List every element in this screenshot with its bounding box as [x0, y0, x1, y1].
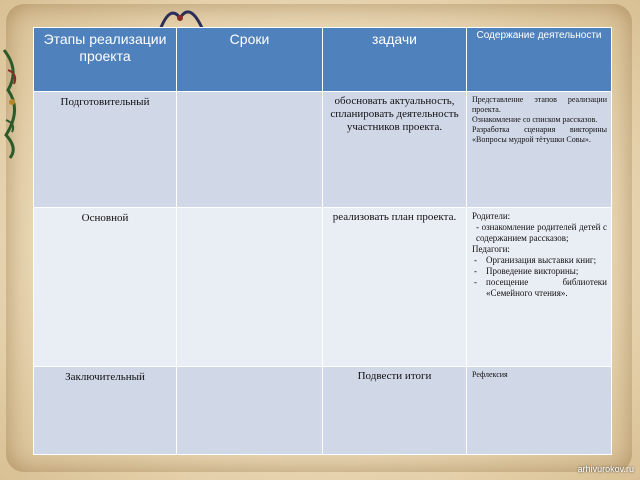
header-terms-label: Сроки	[229, 31, 270, 47]
content-cell	[467, 367, 612, 455]
list-item: - Организация выставки книг;	[472, 255, 607, 266]
task-cell	[323, 208, 467, 367]
stage-cell	[34, 367, 177, 455]
content-cell	[467, 92, 612, 208]
content-list	[472, 255, 607, 299]
stage-name: Заключительный	[65, 371, 145, 383]
stage-name: Подготовительный	[60, 96, 150, 108]
term-cell	[177, 367, 323, 455]
content-text	[467, 92, 611, 145]
content-line: - ознакомление родителей детей с содержанием рассказов;	[476, 222, 607, 243]
list-item: - посещение библиотеки «Семейного чтения».	[472, 277, 607, 299]
task-text: обосновать актуальность, спланировать деятельность участников проекта.	[330, 95, 459, 133]
watermark: arhivurokov.ru	[577, 464, 634, 474]
header-tasks-label: задачи	[372, 31, 417, 47]
content-text	[467, 367, 611, 380]
content-line: Разработка сценария викторины «Вопросы мудрой тётушки Совы».	[472, 125, 607, 144]
stage-name: Основной	[81, 212, 129, 224]
content-line: Рефлексия	[472, 370, 508, 379]
term-cell	[177, 92, 323, 208]
task-cell	[323, 367, 467, 455]
content-cell	[467, 208, 612, 367]
table-row	[34, 92, 612, 208]
content-line: Родители:	[472, 211, 511, 221]
table-header-row	[34, 28, 612, 92]
project-plan-table	[33, 27, 612, 455]
stage-cell	[34, 92, 177, 208]
header-content	[467, 28, 612, 92]
header-content-label: Содержание деятельности	[476, 30, 602, 41]
header-stages-label: Этапы реализации проекта	[43, 31, 167, 64]
header-terms	[177, 28, 323, 92]
task-text: Подвести итоги	[357, 370, 432, 382]
ornament-left-decoration	[0, 40, 30, 160]
header-stages	[34, 28, 177, 92]
table-row	[34, 367, 612, 455]
content-text	[467, 208, 611, 299]
stage-cell	[34, 208, 177, 367]
table-row	[34, 208, 612, 367]
task-cell	[323, 92, 467, 208]
content-line: Ознакомление со списком рассказов.	[472, 115, 598, 124]
task-text: реализовать план проекта.	[332, 211, 457, 223]
list-item: - Проведение викторины;	[472, 266, 607, 277]
content-line: Педагоги:	[472, 244, 510, 254]
header-tasks	[323, 28, 467, 92]
term-cell	[177, 208, 323, 367]
content-line: Представление этапов реализации проекта.	[472, 95, 607, 114]
